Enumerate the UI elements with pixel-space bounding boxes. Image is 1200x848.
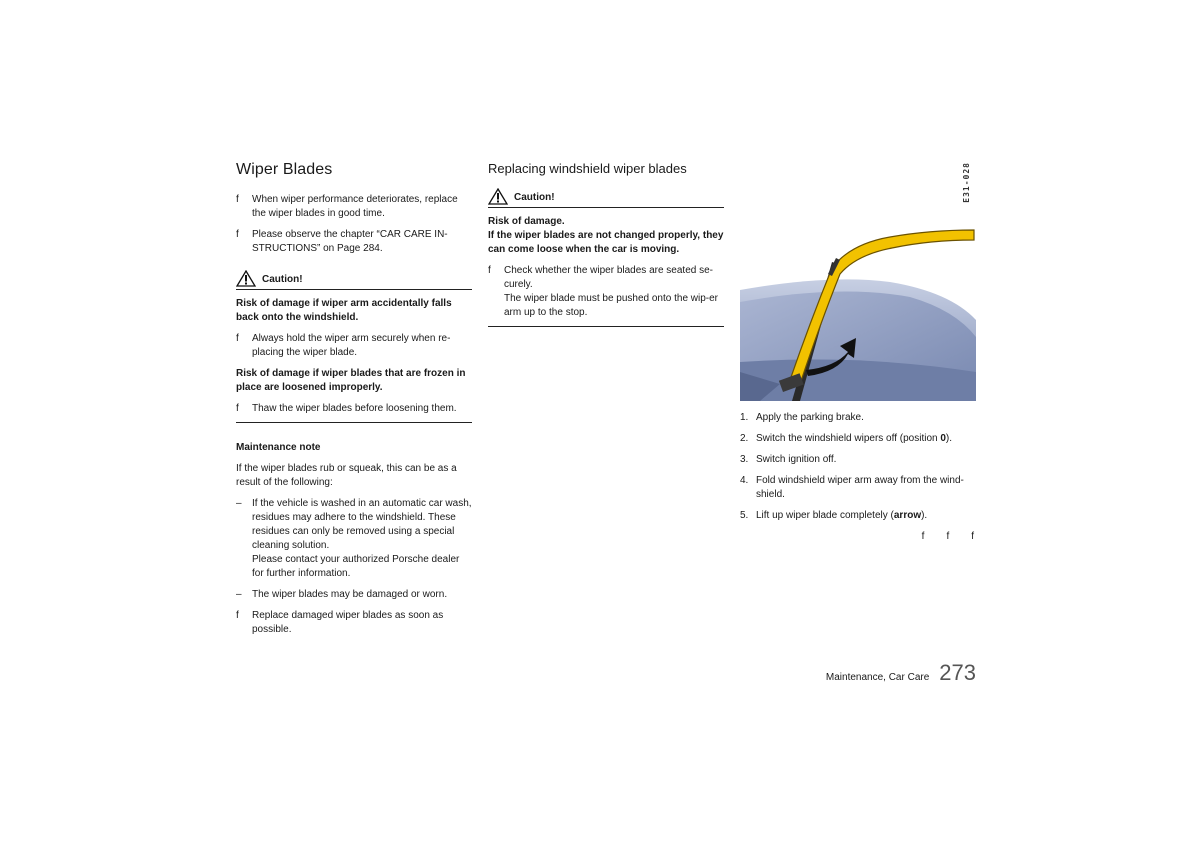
continued-mark: f xyxy=(971,531,974,542)
step-text: Switch ignition off. xyxy=(756,454,837,465)
step-text-bold: 0 xyxy=(940,433,946,444)
bullet-text: Always hold the wiper arm securely when re-placing the wiper blade. xyxy=(252,333,451,358)
maintenance-note-title: Maintenance note xyxy=(236,442,321,453)
bullet-item xyxy=(236,193,472,221)
bullet-item xyxy=(236,228,472,256)
bullet-text-continued: The wiper blade must be pushed onto the wip-er arm up to the stop. xyxy=(504,293,719,318)
step-number: 3. xyxy=(740,454,749,465)
step-list xyxy=(740,411,978,523)
step-text: Apply the parking brake. xyxy=(756,412,864,423)
bullet-text: Thaw the wiper blades before loosening them. xyxy=(252,403,457,414)
step-item xyxy=(740,411,978,425)
bullet-item xyxy=(488,264,724,320)
step-text: ). xyxy=(921,510,928,521)
step-item xyxy=(740,432,978,446)
section-subtitle: Replacing windshield wiper blades xyxy=(488,161,687,176)
step-item xyxy=(740,474,978,502)
bullet-marker: f xyxy=(236,194,239,205)
dash-text: The wiper blades may be damaged or worn. xyxy=(252,589,448,600)
step-item xyxy=(740,453,978,467)
page-number: 273 xyxy=(939,660,976,685)
warning-text: Risk of damage. xyxy=(488,216,565,227)
page-footer xyxy=(826,660,976,686)
bullet-item xyxy=(236,332,472,360)
caution-label: Caution! xyxy=(262,274,303,285)
maintenance-note-text: If the wiper blades rub or squeak, this can be as a result of the following: xyxy=(236,463,457,488)
wiper-image xyxy=(740,162,976,401)
warning-end-rule xyxy=(236,402,472,423)
dash-text-continued: Please contact your authorized Porsche dealer for further information. xyxy=(252,554,460,579)
middle-column xyxy=(488,160,724,345)
bullet-item xyxy=(236,609,472,637)
bullet-marker: f xyxy=(236,229,239,240)
step-number: 4. xyxy=(740,475,749,486)
step-number: 1. xyxy=(740,412,749,423)
bullet-text: Check whether the wiper blades are seated se-curely. xyxy=(504,265,714,290)
caution-label: Caution! xyxy=(514,192,555,203)
dash-marker: – xyxy=(236,589,242,600)
bullet-text: When wiper performance deteriorates, replace the wiper blades in good time. xyxy=(252,194,458,219)
warning-icon xyxy=(488,188,508,205)
image-code: E31-028 xyxy=(962,162,971,203)
step-text: Switch the windshield wipers off (position xyxy=(756,433,941,444)
bullet-marker: f xyxy=(488,265,491,276)
caution-header xyxy=(488,188,724,208)
continued-marks xyxy=(740,530,978,544)
step-number: 2. xyxy=(740,433,749,444)
bullet-marker: f xyxy=(236,403,239,414)
bullet-marker: f xyxy=(236,333,239,344)
continued-mark: f xyxy=(946,531,950,542)
right-column xyxy=(740,162,978,544)
caution-header xyxy=(236,270,472,290)
step-text: Lift up wiper blade completely ( xyxy=(756,510,894,521)
footer-section: Maintenance, Car Care xyxy=(825,672,930,683)
section-title: Wiper Blades xyxy=(236,161,333,178)
dash-text: If the vehicle is washed in an automatic car wash, residues may adhere to the windshield. These residues can only be removed using a special cleaning solution. xyxy=(252,498,472,551)
left-column xyxy=(236,160,472,644)
step-text: Fold windshield wiper arm away from the wind-shield. xyxy=(756,475,964,500)
dash-item xyxy=(236,497,472,581)
step-item xyxy=(740,509,978,523)
bullet-text: Replace damaged wiper blades as soon as possible. xyxy=(252,610,444,635)
bullet-item xyxy=(236,402,472,416)
wiper-illustration xyxy=(740,162,976,401)
warning-text: Risk of damage if wiper arm accidentally falls back onto the windshield. xyxy=(236,298,452,323)
dash-item xyxy=(236,588,472,602)
step-text: ). xyxy=(945,433,953,444)
warning-text: Risk of damage if wiper blades that are frozen in place are loosened improperly. xyxy=(236,368,466,393)
bullet-marker: f xyxy=(236,610,239,621)
warning-text: If the wiper blades are not changed properly, they can come loose when the car is moving. xyxy=(488,230,724,255)
step-number: 5. xyxy=(740,510,749,521)
bullet-text: Please observe the chapter “CAR CARE IN-STRUCTIONS” on Page 284. xyxy=(252,229,448,254)
dash-marker: – xyxy=(236,498,242,509)
step-text-bold: arrow xyxy=(893,510,922,521)
warning-icon xyxy=(236,270,256,287)
warning-end-rule xyxy=(488,264,724,327)
continued-mark: f xyxy=(921,531,925,542)
